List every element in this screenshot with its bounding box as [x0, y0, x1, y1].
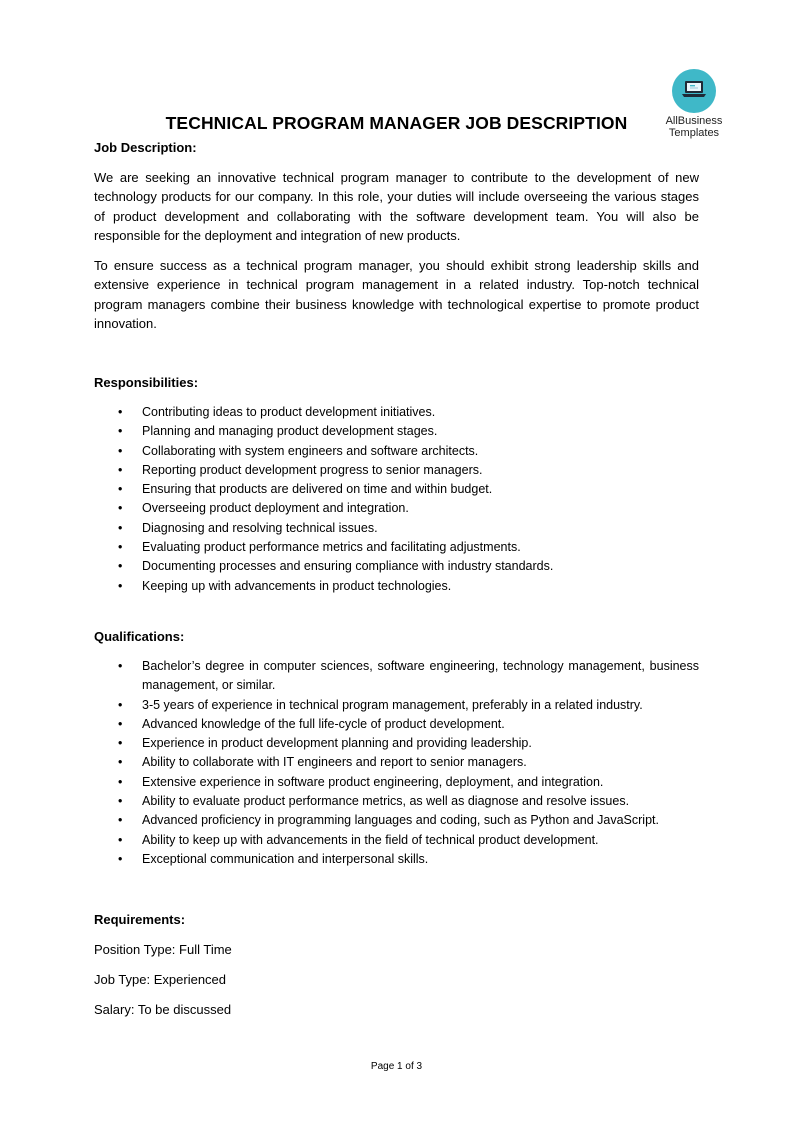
list-item	[94, 422, 699, 441]
list-item	[94, 480, 699, 499]
list-item	[94, 538, 699, 557]
bullet-icon: •	[118, 736, 123, 751]
list-item	[94, 557, 699, 576]
list-item	[94, 657, 699, 696]
list-item	[94, 792, 699, 811]
list-item	[94, 831, 699, 850]
document-title: TECHNICAL PROGRAM MANAGER JOB DESCRIPTION	[165, 113, 628, 133]
list-item	[94, 773, 699, 792]
responsibilities-heading: Responsibilities:	[94, 375, 199, 390]
list-item-text: Evaluating product performance metrics and facilitating adjustments.	[142, 540, 521, 555]
list-item-text: Exceptional communication and interpersonal skills.	[142, 851, 429, 866]
bullet-icon: •	[118, 462, 123, 477]
list-item-text: Bachelor’s degree in computer sciences, software engineering, technology management, business management, or similar.	[142, 659, 699, 693]
list-item	[94, 403, 699, 422]
page-number: Page 1 of 3	[370, 1061, 423, 1072]
bullet-icon: •	[118, 659, 123, 673]
list-item-text: Ensuring that products are delivered on time and within budget.	[142, 482, 493, 497]
bullet-icon: •	[118, 813, 123, 828]
list-item	[94, 461, 699, 480]
qualifications-list	[94, 657, 699, 869]
list-item	[94, 519, 699, 538]
list-item-text: Experience in product development planning and providing leadership.	[142, 736, 532, 751]
responsibilities-list	[94, 403, 699, 596]
list-item	[94, 499, 699, 518]
list-item-text: 3-5 years of experience in technical program management, preferably in a related industry.	[142, 697, 643, 712]
bullet-icon: •	[118, 482, 123, 497]
list-item-text: Reporting product development progress to senior managers.	[142, 462, 483, 477]
bullet-icon: •	[118, 501, 123, 516]
list-item-text: Keeping up with advancements in product technologies.	[142, 578, 452, 593]
job-description-paragraph-1: We are seeking an innovative technical program manager to contribute to the development of new technology products for our company. In this role, your duties will include overseeing the various stages of product development and collaborating with the software development team. You will also be responsible for the deployment and integration of new products.	[94, 170, 699, 244]
bullet-icon: •	[118, 559, 123, 574]
bullet-icon: •	[118, 578, 123, 593]
job-description-paragraph-2: To ensure success as a technical program manager, you should exhibit strong leadership skills and extensive experience in technical program management in a related industry. Top-notch technical program managers combine their business knowledge with technological expertise to promote product innovation.	[94, 258, 699, 332]
bullet-icon: •	[118, 832, 123, 847]
bullet-icon: •	[118, 851, 123, 866]
salary: Salary: To be discussed	[94, 1002, 232, 1017]
list-item-text: Planning and managing product development stages.	[142, 424, 438, 439]
list-item-text: Contributing ideas to product development initiatives.	[142, 405, 436, 419]
list-item	[94, 577, 699, 596]
logo-text-line1: AllBusiness	[665, 115, 723, 127]
bullet-icon: •	[118, 755, 123, 770]
qualifications-heading: Qualifications:	[94, 629, 185, 644]
bullet-icon: •	[118, 794, 123, 809]
requirements-heading: Requirements:	[94, 912, 186, 927]
bullet-icon: •	[118, 405, 123, 419]
bullet-icon: •	[118, 540, 123, 555]
position-type: Position Type: Full Time	[94, 942, 232, 957]
list-item	[94, 811, 699, 830]
job-description-heading: Job Description:	[94, 140, 197, 155]
list-item-text: Extensive experience in software product engineering, deployment, and integration.	[142, 774, 604, 789]
job-type: Job Type: Experienced	[94, 972, 227, 987]
list-item-text: Collaborating with system engineers and software architects.	[142, 443, 479, 458]
list-item	[94, 715, 699, 734]
list-item	[94, 696, 699, 715]
logo-text-line2: Templates	[668, 127, 720, 139]
list-item-text: Overseeing product deployment and integration.	[142, 501, 409, 516]
list-item	[94, 753, 699, 772]
list-item-text: Ability to evaluate product performance metrics, as well as diagnose and resolve issues.	[142, 794, 630, 809]
laptop-icon	[681, 80, 707, 100]
bullet-icon: •	[118, 424, 123, 439]
list-item-text: Advanced knowledge of the full life-cycle of product development.	[142, 716, 505, 731]
list-item-text: Ability to collaborate with IT engineers and report to senior managers.	[142, 755, 527, 770]
logo-badge	[672, 69, 716, 113]
bullet-icon: •	[118, 774, 123, 789]
list-item-text: Documenting processes and ensuring compliance with industry standards.	[142, 559, 554, 574]
list-item	[94, 442, 699, 461]
list-item-text: Diagnosing and resolving technical issues.	[142, 520, 378, 535]
bullet-icon: •	[118, 520, 123, 535]
list-item-text: Advanced proficiency in programming languages and coding, such as Python and JavaScript.	[142, 813, 659, 828]
bullet-icon: •	[118, 697, 123, 712]
list-item-text: Ability to keep up with advancements in the field of technical product development.	[142, 832, 599, 847]
bullet-icon: •	[118, 716, 123, 731]
bullet-icon: •	[118, 443, 123, 458]
list-item	[94, 850, 699, 869]
list-item	[94, 734, 699, 753]
